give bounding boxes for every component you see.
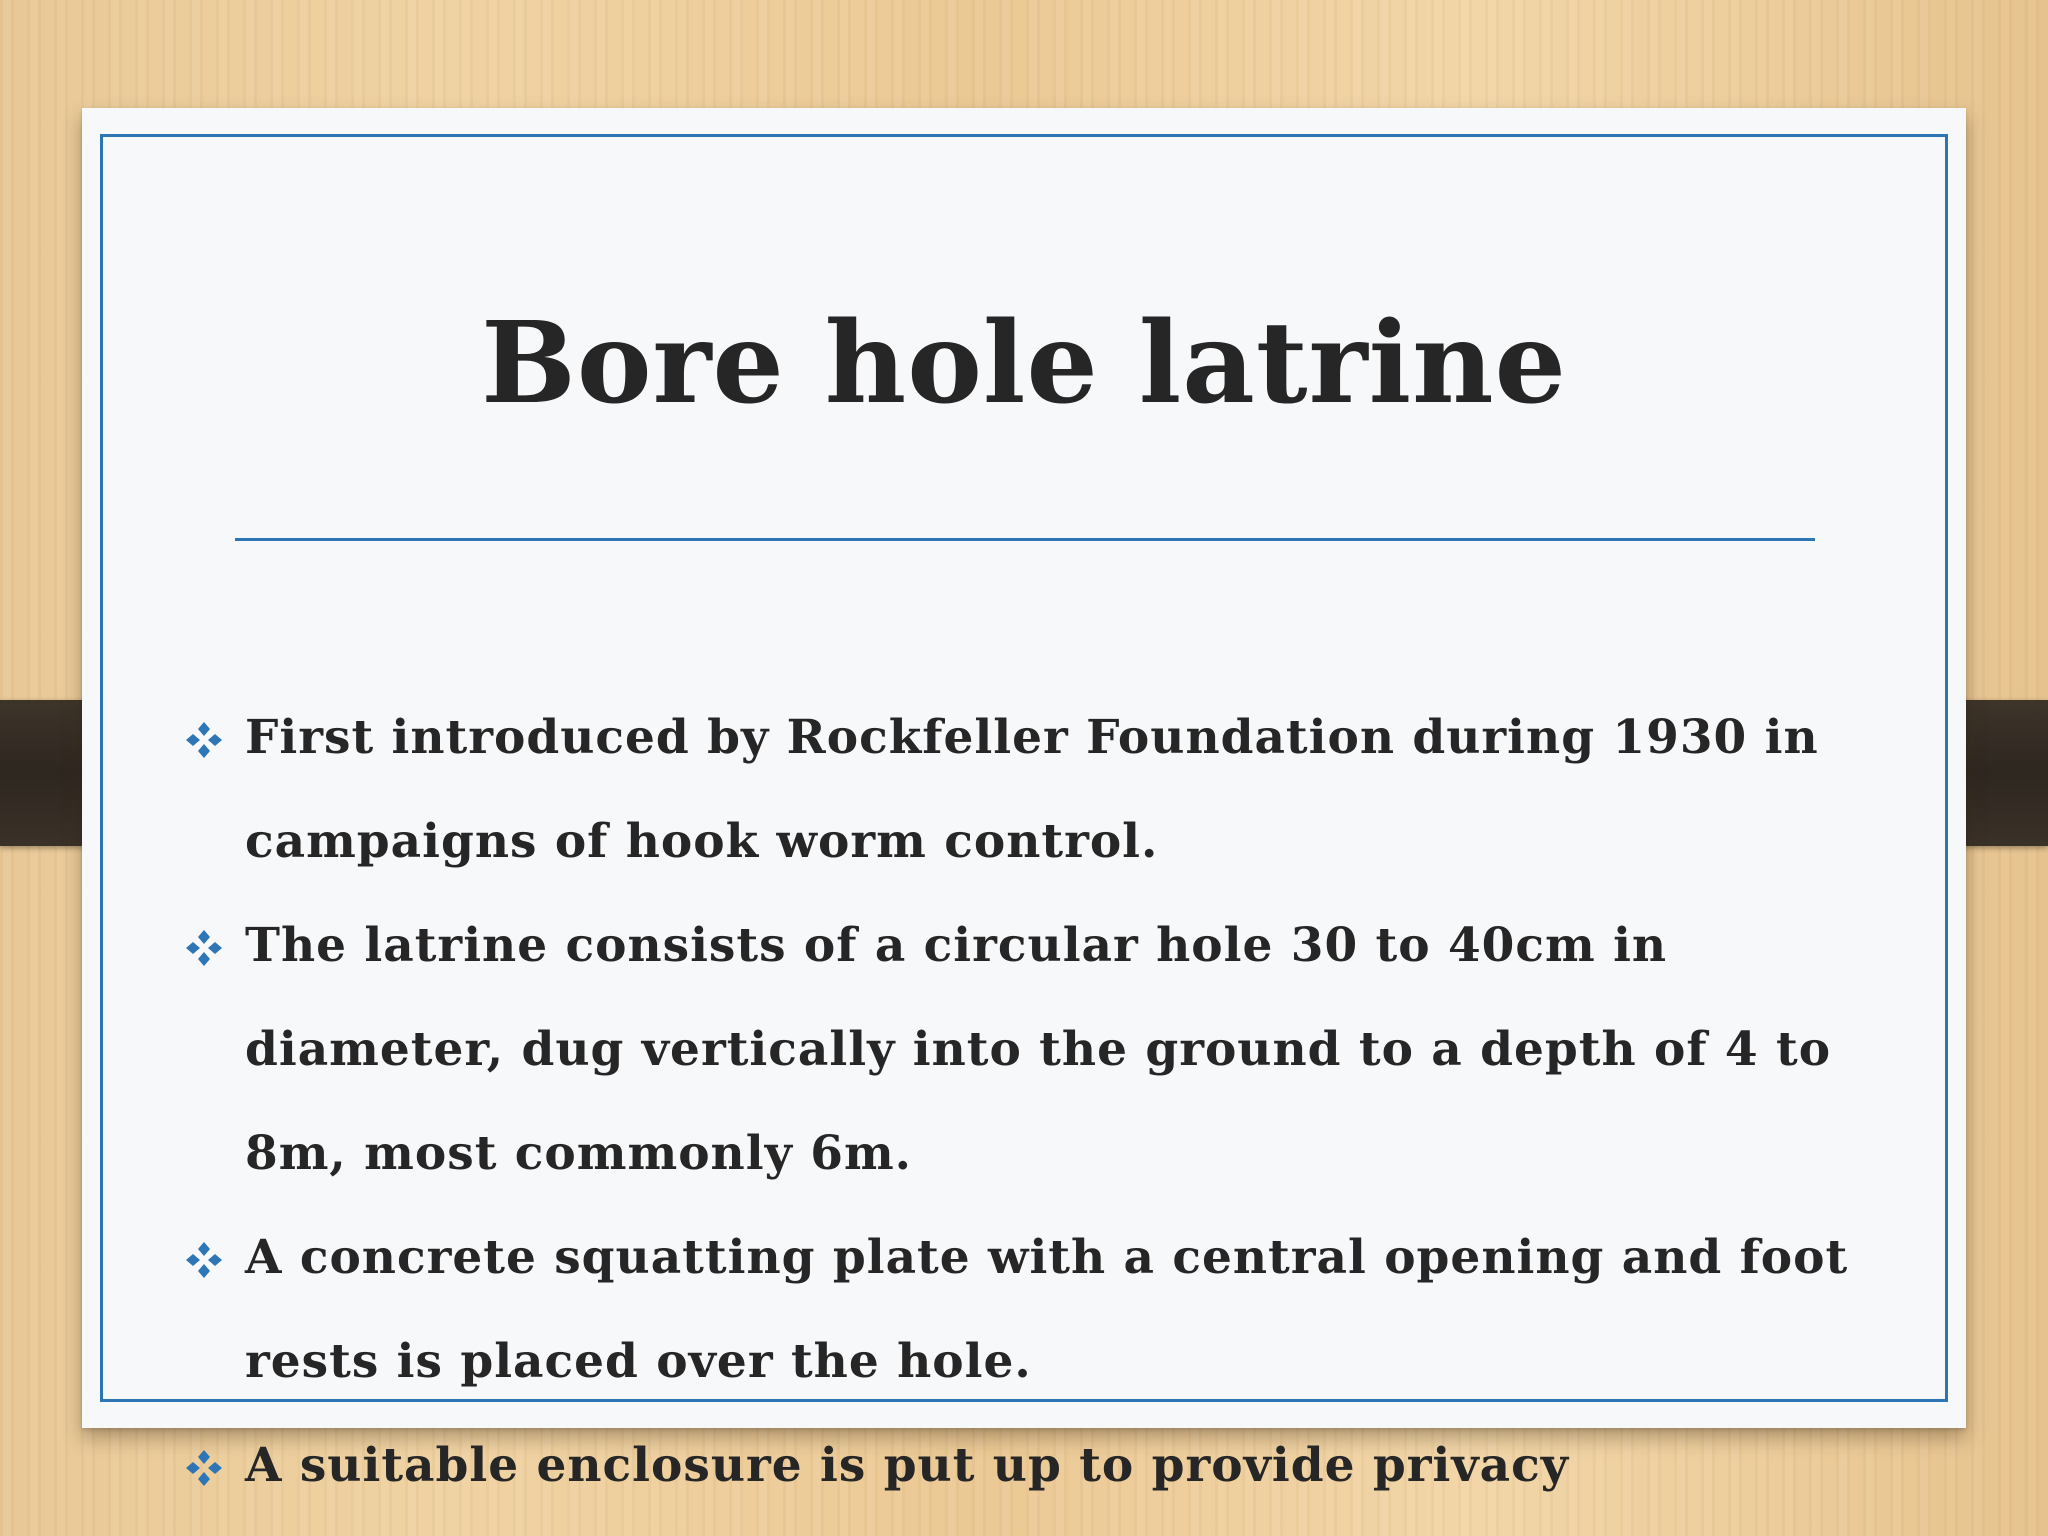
title-divider: [235, 538, 1815, 541]
bullet-item: [182, 686, 1902, 894]
slide-title: Bore hole latrine: [481, 298, 1567, 429]
bullet-item: [182, 894, 1902, 1206]
bullet-text: First introduced by Rockfeller Foundation during 1930 in campaigns of hook worm control.: [245, 710, 1819, 869]
bullet-text: The latrine consists of a circular hole 30 to 40cm in diameter, dug vertically into the ground to a depth of 4 to 8m, most commonly 6m.: [245, 918, 1832, 1181]
four-diamond-bullet-icon: [184, 1240, 224, 1280]
four-diamond-bullet-icon: [184, 928, 224, 968]
bullet-list: [182, 686, 1902, 1518]
bullet-item: [182, 1414, 1902, 1518]
bullet-item: [182, 1206, 1902, 1414]
four-diamond-bullet-icon: [184, 1448, 224, 1488]
bullet-text: A concrete squatting plate with a central opening and foot rests is placed over the hole.: [245, 1230, 1849, 1389]
bullet-text: A suitable enclosure is put up to provide privacy: [245, 1438, 1570, 1493]
four-diamond-bullet-icon: [184, 720, 224, 760]
slide: [82, 108, 1966, 1493]
